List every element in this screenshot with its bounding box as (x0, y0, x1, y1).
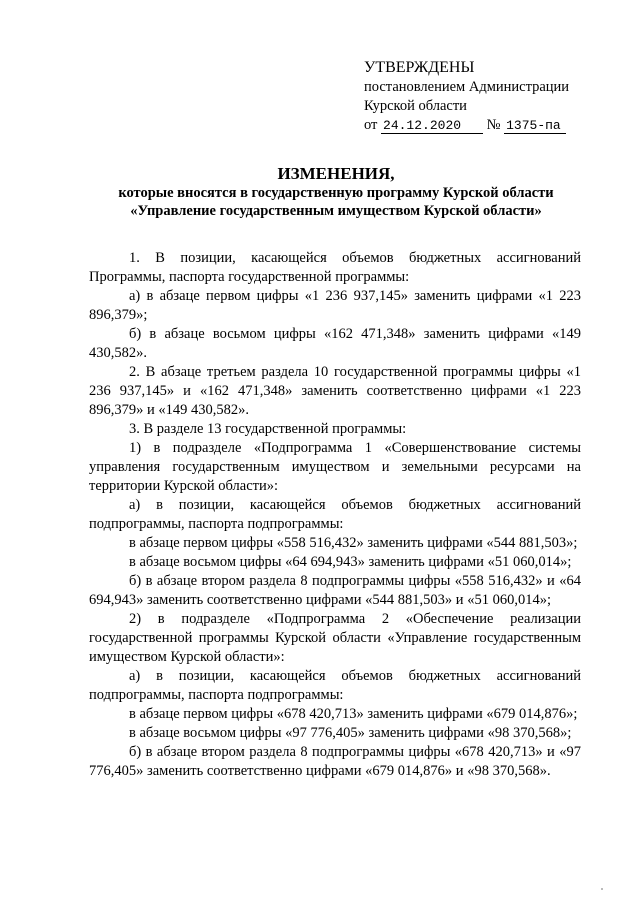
approval-stamp (364, 58, 604, 135)
paragraph-3-2a-eighth: в абзаце восьмом цифры «97 776,405» заменить цифрами «98 370,568»; (129, 725, 572, 741)
paragraph-3-2a-first: в абзаце первом цифры «678 420,713» заменить цифрами «679 014,876»; (129, 706, 578, 722)
approval-number: 1375-па (504, 118, 566, 134)
approval-date: 24.12.2020 (381, 118, 483, 134)
paragraph-3-1a-first: в абзаце первом цифры «558 516,432» заменить цифрами «544 881,503»; (129, 535, 578, 551)
document-subtitle-line-2: «Управление государственным имуществом Курской области» (130, 203, 542, 219)
paragraph-1a: а) в абзаце первом цифры «1 236 937,145» заменить цифрами «1 223 896,379»; (89, 288, 581, 323)
scan-speck (601, 888, 603, 890)
document-subtitle-line-1: которые вносятся в государственную программу Курской области (118, 185, 554, 201)
number-prefix: № (486, 117, 501, 133)
paragraph-3: 3. В разделе 13 государственной программы: (129, 421, 407, 437)
paragraph-3-1a: а) в позиции, касающейся объемов бюджетных ассигнований подпрограммы, паспорта подпрограммы: (89, 497, 581, 532)
paragraph-1: 1. В позиции, касающейся объемов бюджетных ассигнований Программы, паспорта государственной программы: (89, 250, 581, 285)
paragraph-1b: б) в абзаце восьмом цифры «162 471,348» заменить цифрами «149 430,582». (89, 326, 581, 361)
date-prefix: от (364, 117, 378, 133)
approval-line-2: Курской области (364, 98, 467, 114)
paragraph-3-1b: б) в абзаце втором раздела 8 подпрограммы цифры «558 516,432» и «64 694,943» заменить соответственно цифрами «544 881,503» и «51 060,014»; (89, 573, 581, 608)
paragraph-3-1: 1) в подразделе «Подпрограмма 1 «Совершенствование системы управления государственным имуществом и земельными ресурсами на территории Курской области»: (89, 440, 581, 494)
paragraph-3-2: 2) в подразделе «Подпрограмма 2 «Обеспечение реализации государственной программы Курской области «Управление государственным имуществом Курской области»: (89, 611, 581, 665)
approval-title: УТВЕРЖДЕНЫ (364, 59, 475, 76)
document-heading (60, 164, 612, 220)
paragraph-3-1a-eighth: в абзаце восьмом цифры «64 694,943» заменить цифрами «51 060,014»; (129, 554, 572, 570)
approval-date-line (364, 116, 604, 135)
document-body (89, 249, 581, 781)
paragraph-3-2a: а) в позиции, касающейся объемов бюджетных ассигнований подпрограммы, паспорта подпрограммы: (89, 668, 581, 703)
paragraph-3-2b: б) в абзаце втором раздела 8 подпрограммы цифры «678 420,713» и «97 776,405» заменить соответственно цифрами «679 014,876» и «98 370,568». (89, 744, 581, 779)
document-title: ИЗМЕНЕНИЯ, (277, 164, 395, 183)
paragraph-2: 2. В абзаце третьем раздела 10 государственной программы цифры «1 236 937,145» и «162 471,348» заменить соответственно цифрами «1 223 896,379» и «149 430,582». (89, 364, 581, 418)
approval-line-1: постановлением Администрации (364, 79, 570, 95)
